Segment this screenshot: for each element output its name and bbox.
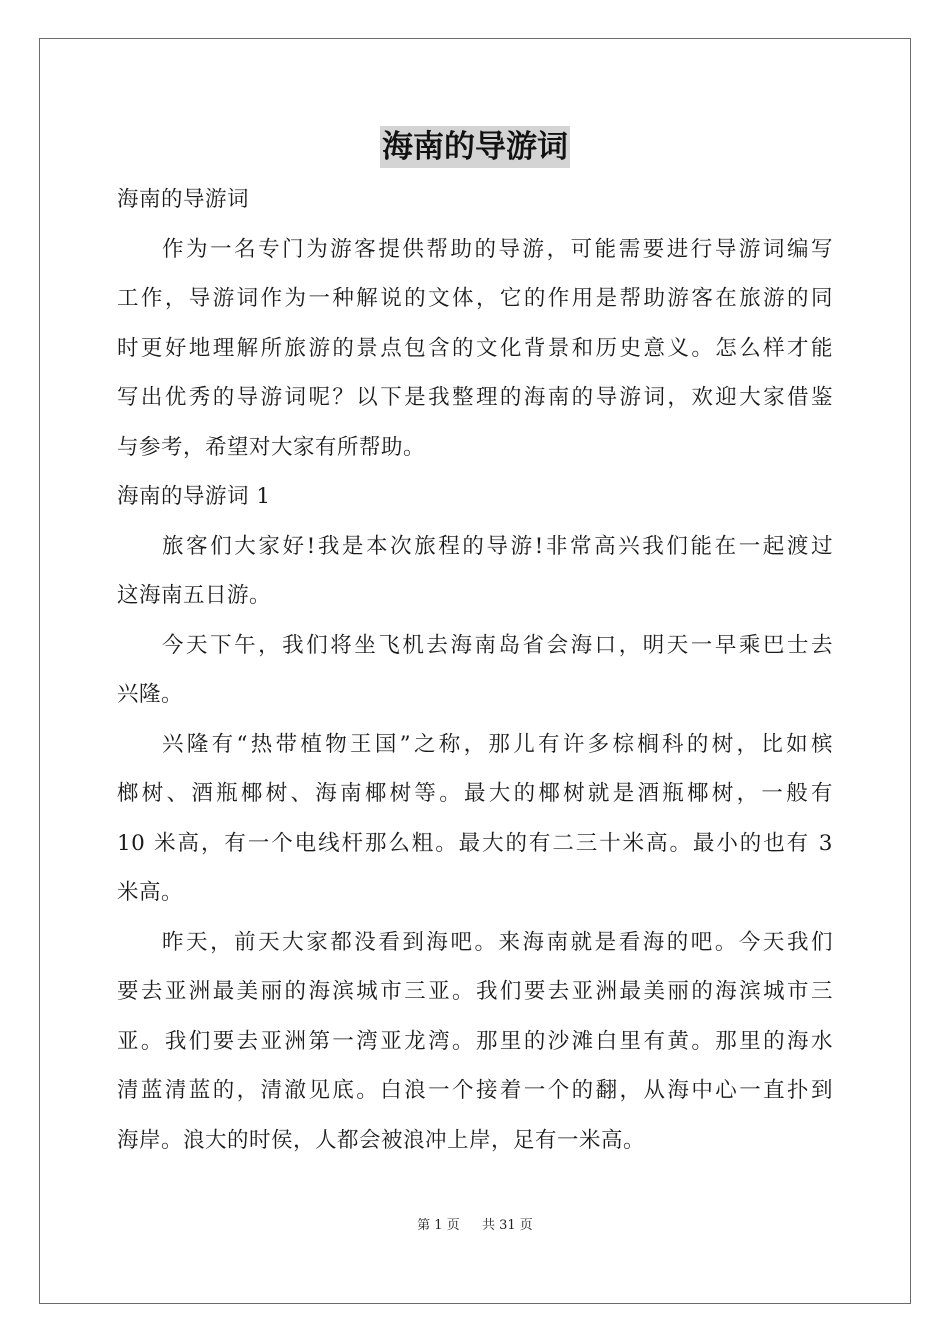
text-line: 榔树、酒瓶椰树、海南椰树等。最大的椰树就是酒瓶椰树，一般有 xyxy=(117,781,833,806)
text-line: 海南的导游词 xyxy=(117,187,250,212)
text-line: 10 米高，有一个电线杆那么粗。最大的有二三十米高。最小的也有 3 xyxy=(117,830,833,856)
text-line: 兴隆。 xyxy=(117,682,184,707)
text-line: 这海南五日游。 xyxy=(117,583,272,608)
document-body xyxy=(117,175,833,1165)
page-number-total: 共 31 页 xyxy=(482,1218,533,1233)
title-container xyxy=(0,126,950,168)
text-line: 时更好地理解所旅游的景点包含的文化背景和历史意义。怎么样才能 xyxy=(117,335,833,361)
page-footer xyxy=(0,1216,950,1236)
text-line: 与参考，希望对大家有所帮助。 xyxy=(117,434,426,460)
text-line: 清蓝清蓝的，清澈见底。白浪一个接着一个的翻，从海中心一直扑到 xyxy=(117,1078,833,1103)
text-line: 海南的导游词 1 xyxy=(117,484,271,509)
text-line: 海岸。浪大的时侯，人都会被浪冲上岸，足有一米高。 xyxy=(117,1127,646,1153)
text-line: 写出优秀的导游词呢？以下是我整理的海南的导游词，欢迎大家借鉴 xyxy=(117,385,833,410)
text-line: 要去亚洲最美丽的海滨城市三亚。我们要去亚洲最美丽的海滨城市三 xyxy=(117,979,833,1004)
document-title: 海南的导游词 xyxy=(380,126,570,168)
text-line: 工作，导游词作为一种解说的文体，它的作用是帮助游客在旅游的同 xyxy=(117,286,833,311)
text-line: 兴隆有“热带植物王国”之称，那儿有许多棕榈科的树，比如槟 xyxy=(162,731,833,757)
text-line: 今天下午，我们将坐飞机去海南岛省会海口，明天一早乘巴士去 xyxy=(162,632,833,658)
text-line: 亚。我们要去亚洲第一湾亚龙湾。那里的沙滩白里有黄。那里的海水 xyxy=(117,1028,833,1054)
text-line: 旅客们大家好!我是本次旅程的导游!非常高兴我们能在一起渡过 xyxy=(162,533,833,559)
page-number-current: 第 1 页 xyxy=(417,1218,460,1233)
text-line: 昨天，前天大家都没看到海吧。来海南就是看海的吧。今天我们 xyxy=(162,929,833,955)
text-line: 米高。 xyxy=(117,880,184,905)
text-line: 作为一名专门为游客提供帮助的导游，可能需要进行导游词编写 xyxy=(162,236,833,262)
